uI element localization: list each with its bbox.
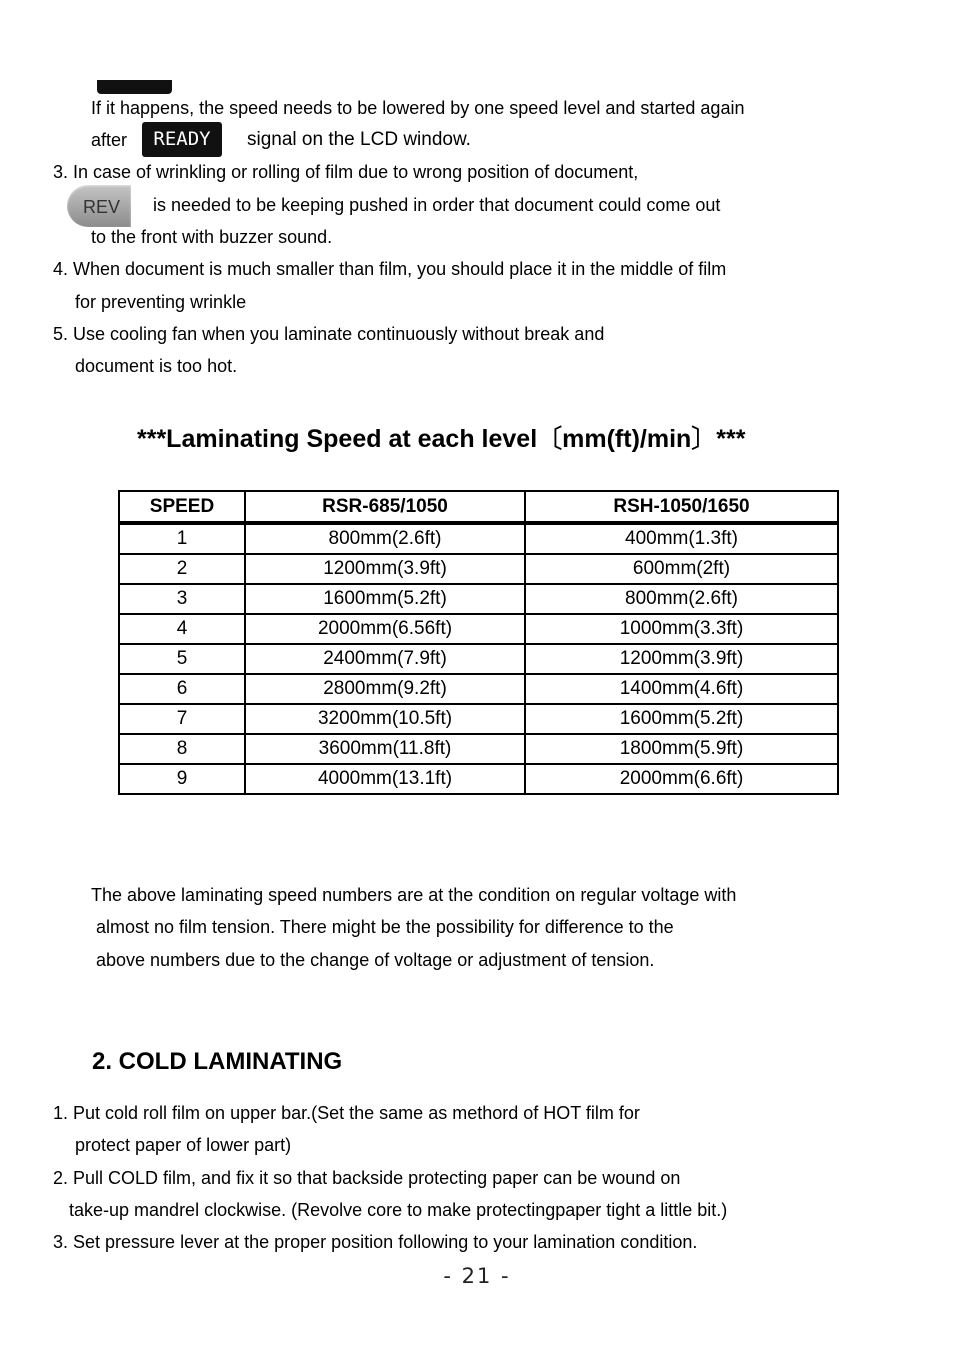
speed-heading: ***Laminating Speed at each level〔mm(ft)/min〕*** <box>137 425 746 453</box>
cell-speed: 5 <box>119 644 245 674</box>
note-3-line-1: 3. In case of wrinkling or rolling of film due to wrong position of document, <box>53 162 639 182</box>
cell-rsh: 1000mm(3.3ft) <box>525 614 838 644</box>
table-row <box>119 584 838 614</box>
note-5-line-2: document is too hot. <box>75 356 238 376</box>
ready-lcd-badge: READY <box>142 122 222 157</box>
header-rsr: RSR-685/1050 <box>245 491 525 523</box>
table-row <box>119 764 838 794</box>
cold-item-2-line-2: take-up mandrel clockwise. (Revolve core to make protectingpaper tight a little bit.) <box>69 1200 728 1220</box>
cold-item-3-line-1: 3. Set pressure lever at the proper position following to your lamination condition. <box>53 1232 698 1252</box>
note-4-line-1: 4. When document is much smaller than film, you should place it in the middle of film <box>53 259 727 279</box>
table-row <box>119 523 838 554</box>
cut-off-display-badge <box>97 80 172 94</box>
table-header-row <box>119 491 838 523</box>
cold-item-1-line-2: protect paper of lower part) <box>75 1135 292 1155</box>
cell-rsr: 1200mm(3.9ft) <box>245 554 525 584</box>
table-row <box>119 644 838 674</box>
page-number: - 21 - <box>443 1264 511 1288</box>
cell-rsh: 1800mm(5.9ft) <box>525 734 838 764</box>
cell-rsh: 1400mm(4.6ft) <box>525 674 838 704</box>
cold-laminating-title: 2. COLD LAMINATING <box>92 1048 343 1075</box>
header-rsh: RSH-1050/1650 <box>525 491 838 523</box>
cell-rsr: 2400mm(7.9ft) <box>245 644 525 674</box>
table-row <box>119 554 838 584</box>
table-row <box>119 734 838 764</box>
cell-speed: 9 <box>119 764 245 794</box>
cell-rsr: 800mm(2.6ft) <box>245 523 525 554</box>
cell-rsr: 3200mm(10.5ft) <box>245 704 525 734</box>
note-3-line-3: to the front with buzzer sound. <box>91 227 333 247</box>
cell-speed: 3 <box>119 584 245 614</box>
cell-rsr: 2000mm(6.56ft) <box>245 614 525 644</box>
cell-speed: 6 <box>119 674 245 704</box>
cell-rsh: 600mm(2ft) <box>525 554 838 584</box>
table-row <box>119 614 838 644</box>
cold-item-1-line-1: 1. Put cold roll film on upper bar.(Set the same as methord of HOT film for <box>53 1103 640 1123</box>
cell-rsr: 1600mm(5.2ft) <box>245 584 525 614</box>
cell-rsh: 2000mm(6.6ft) <box>525 764 838 794</box>
intro-line-2-prefix: after <box>91 130 128 150</box>
cold-item-2-line-1: 2. Pull COLD film, and fix it so that backside protecting paper can be wound on <box>53 1168 681 1188</box>
cell-speed: 4 <box>119 614 245 644</box>
cell-rsr: 4000mm(13.1ft) <box>245 764 525 794</box>
disclaimer-line-2: almost no film tension. There might be the possibility for difference to the <box>96 917 674 937</box>
intro-line-2-suffix: signal on the LCD window. <box>247 129 471 150</box>
note-3-line-2: is needed to be keeping pushed in order that document could come out <box>153 195 721 215</box>
rev-button-icon: REV <box>67 185 131 227</box>
speed-table <box>118 490 839 795</box>
cell-rsr: 3600mm(11.8ft) <box>245 734 525 764</box>
cell-rsh: 1600mm(5.2ft) <box>525 704 838 734</box>
note-4-line-2: for preventing wrinkle <box>75 292 247 312</box>
cell-rsh: 800mm(2.6ft) <box>525 584 838 614</box>
table-row <box>119 704 838 734</box>
cell-speed: 2 <box>119 554 245 584</box>
disclaimer-line-3: above numbers due to the change of voltage or adjustment of tension. <box>96 950 655 970</box>
cell-rsr: 2800mm(9.2ft) <box>245 674 525 704</box>
cell-speed: 1 <box>119 523 245 554</box>
intro-line-1: If it happens, the speed needs to be lowered by one speed level and started again <box>91 98 745 118</box>
cell-rsh: 1200mm(3.9ft) <box>525 644 838 674</box>
cell-speed: 8 <box>119 734 245 764</box>
cell-speed: 7 <box>119 704 245 734</box>
header-speed: SPEED <box>119 491 245 523</box>
disclaimer-line-1: The above laminating speed numbers are at the condition on regular voltage with <box>91 885 737 905</box>
table-row <box>119 674 838 704</box>
note-5-line-1: 5. Use cooling fan when you laminate continuously without break and <box>53 324 605 344</box>
cell-rsh: 400mm(1.3ft) <box>525 523 838 554</box>
